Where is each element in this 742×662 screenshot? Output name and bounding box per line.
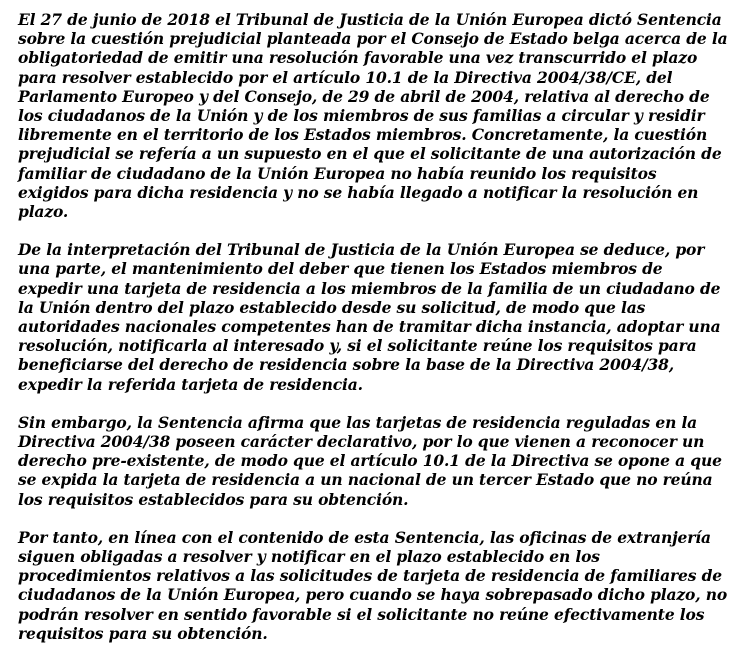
paragraph-caracter-declarativo: Sin embargo, la Sentencia afirma que las tarjetas de residencia reguladas en la Directiva 2004/38 poseen carácter declarativo, por lo que vienen a reconocer un derecho pre-existente, de modo que el artículo 10.1 de la Directiva se opone a que se expida la tarjeta de residencia a un nacional de un tercer Estado que no reúna los requisitos establecidos para su obtención. bbox=[18, 412, 722, 509]
paragraph-conclusion: Por tanto, en línea con el contenido de esta Sentencia, las oficinas de extranjería siguen obligadas a resolver y notificar en el plazo establecido en los procedimientos relativos a las solicitudes de tarjeta de residencia de familiares de ciudadanos de la Unión Europea, pero cuando se haya sobrepasado dicho plazo, no podrán resolver en sentido favorable si el solicitante no reúne efectivamente los requisitos para su obtención. bbox=[18, 527, 728, 643]
paragraph-sentencia-intro: El 27 de junio de 2018 el Tribunal de Justicia de la Unión Europea dictó Sentencia sobre la cuestión prejudicial planteada por el Consejo de Estado belga acerca de la obligatoriedad de emitir una resolución favorable una vez transcurrido el plazo para resolver establecido por el artículo 10.1 de la Directiva 2004/38/CE, del Parlamento Europeo y del Consejo, de 29 de abril de 2004, relativa al derecho de los ciudadanos de la Unión y de los miembros de sus familias a circular y residir libremente en el territorio de los Estados miembros. Concretamente, la cuestión prejudicial se refería a un supuesto en el que el solicitante de una autorización de familiar de ciudadano de la Unión Europea no había reunido los requisitos exigidos para dicha residencia y no se había llegado a notificar la resolución en plazo. bbox=[18, 10, 728, 222]
document-body bbox=[18, 10, 730, 662]
paragraph-interpretacion: De la interpretación del Tribunal de Justicia de la Unión Europea se deduce, por una parte, el mantenimiento del deber que tienen los Estados miembros de expedir una tarjeta de residencia a los miembros de la familia de un ciudadano de la Unión dentro del plazo establecido desde su solicitud, de modo que las autoridades nacionales competentes han de tramitar dicha instancia, adoptar una resolución, notificarla al interesado y, si el solicitante reúne los requisitos para beneficiarse del derecho de residencia sobre la base de la Directiva 2004/38, expedir la referida tarjeta de residencia. bbox=[18, 240, 721, 394]
